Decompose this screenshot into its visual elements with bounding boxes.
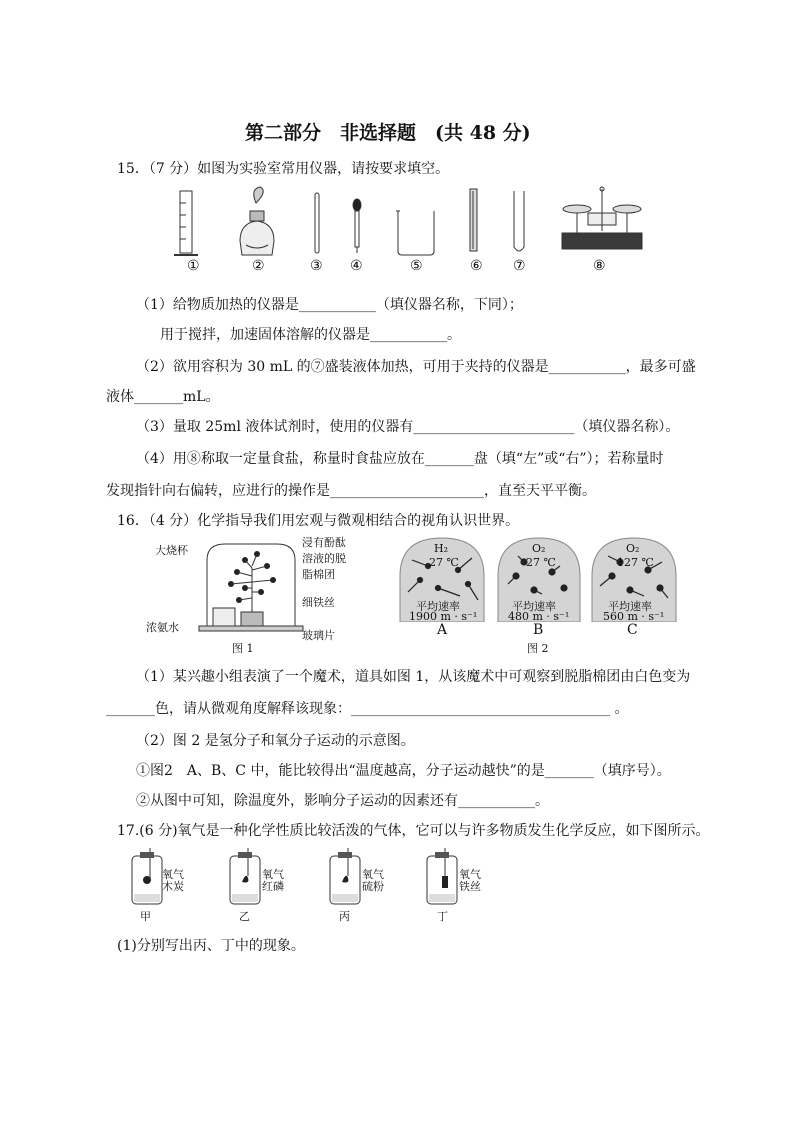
glass-rod-icon	[315, 193, 319, 253]
panel-c-speed: 560 m · s⁻¹	[603, 610, 665, 623]
instrument-label-5: ⑤	[410, 258, 423, 274]
beaker-icon	[396, 211, 434, 255]
q16-stem: 16．（4 分）化学指导我们用宏观与微观相结合的视角认识世界。	[117, 513, 520, 529]
panel-c-gas: O₂	[626, 542, 640, 555]
panel-a-temp: 27 ℃	[429, 556, 459, 569]
panel-c-speed-label: 平均速率	[608, 600, 652, 613]
bottle-4-substance: 铁丝	[459, 880, 481, 893]
instrument-label-8: ⑧	[593, 258, 606, 274]
q16-part1a: （1）某兴趣小组表演了一个魔术，道具如图 1，从该魔术中可观察到脱脂棉团由白色变为	[136, 669, 691, 685]
q15-part2a: （2）欲用容积为 30 mL 的⑦盛装液体加热，可用于夹持的仪器是___________，最多可盛	[136, 359, 696, 375]
graduated-cylinder-icon	[174, 191, 198, 255]
panel-b-temp: 27 ℃	[526, 556, 556, 569]
q15-part1a: （1）给物质加热的仪器是___________（填仪器名称，下同）；	[136, 297, 523, 313]
bottle-1-tag: 甲	[140, 910, 151, 923]
bottle-2-gas: 氧气	[262, 868, 284, 881]
fig1-label-beaker: 大烧杯	[155, 544, 188, 557]
test-tube-icon	[514, 191, 524, 251]
fig1-label-wire: 细铁丝	[302, 596, 335, 609]
instrument-label-4: ④	[350, 258, 363, 274]
q16-part2-i: ①图2 A、B、C 中，能比较得出“温度越高，分子运动越快”的是_______（填序号）。	[136, 763, 671, 779]
panel-a-speed: 1900 m · s⁻¹	[409, 610, 478, 623]
q15-stem: 15．（7 分）如图为实验室常用仪器，请按要求填空。	[117, 161, 450, 177]
bottle-3-gas: 氧气	[362, 868, 384, 881]
panel-b-speed-label: 平均速率	[512, 600, 556, 613]
fig1-caption: 图 1	[232, 642, 254, 655]
panel-a-tag: A	[437, 622, 448, 638]
bottle-4-tag: 丁	[437, 910, 448, 923]
bottle-1-substance: 木炭	[162, 880, 184, 893]
panel-b-tag: B	[533, 622, 544, 638]
fig2-caption: 图 2	[527, 642, 549, 655]
instrument-label-6: ⑥	[470, 258, 483, 274]
fig1-label-glass: 玻璃片	[302, 629, 335, 642]
q17-part1: (1)分别写出丙、丁中的现象。	[117, 938, 305, 954]
instrument-label-7: ⑦	[513, 258, 526, 274]
panel-c-tag: C	[627, 622, 638, 638]
test-tube-holder-icon	[470, 189, 477, 251]
bottle-2-tag: 乙	[239, 910, 250, 923]
instrument-label-3: ③	[310, 258, 323, 274]
bottle-3-tag: 丙	[339, 910, 350, 923]
panel-a-gas: H₂	[434, 542, 449, 555]
q15-part3: （3）量取 25ml 液体试剂时，使用的仪器有_______________________（填仪器名称）。	[136, 419, 680, 435]
bottle-4-gas: 氧气	[459, 868, 481, 881]
q16-part1b: _______色，请从微观角度解释该现象：_____________________________________ 。	[106, 701, 629, 717]
fig1-label-cotton-2: 溶液的脱	[302, 552, 346, 565]
panel-b-gas: O₂	[532, 542, 546, 555]
q15-part4b: 发现指针向右偏转，应进行的操作是______________________，直至天平平衡。	[106, 483, 596, 499]
panel-c-temp: 127 ℃	[617, 556, 654, 569]
figure-1-apparatus	[195, 538, 305, 638]
q16-part2-ii: ②从图中可知，除温度外，影响分子运动的因素还有___________。	[136, 793, 549, 809]
dropper-icon	[353, 199, 361, 253]
alcohol-lamp-icon	[240, 187, 274, 255]
bottle-3-substance: 硫粉	[362, 880, 384, 893]
bottle-1-gas: 氧气	[162, 868, 184, 881]
q16-part2: （2）图 2 是氢分子和氧分子运动的示意图。	[136, 733, 415, 749]
balance-icon	[562, 187, 642, 249]
q17-stem: 17.(6 分)氧气是一种化学性质比较活泼的气体，它可以与许多物质发生化学反应，如下图所示。	[117, 823, 710, 839]
fig1-label-ammonia: 浓氨水	[146, 621, 179, 634]
panel-a-speed-label: 平均速率	[416, 600, 460, 613]
section-title: 第二部分 非选择题 (共 48 分)	[245, 122, 531, 144]
q15-part4a: （4）用⑧称取一定量食盐，称量时食盐应放在_______盘（填“左”或“右”）；若称量时	[136, 451, 664, 467]
fig1-label-cotton-1: 浸有酚酞	[302, 536, 346, 549]
q15-part1b: 用于搅拌，加速固体溶解的仪器是___________。	[160, 327, 461, 343]
q15-part2b: 液体_______mL。	[106, 389, 220, 405]
bottle-2-substance: 红磷	[262, 880, 284, 893]
instrument-label-2: ②	[252, 258, 265, 274]
panel-b-speed: 480 m · s⁻¹	[508, 610, 570, 623]
fig1-label-cotton-3: 脂棉团	[302, 568, 335, 581]
instrument-label-1: ①	[187, 258, 200, 274]
